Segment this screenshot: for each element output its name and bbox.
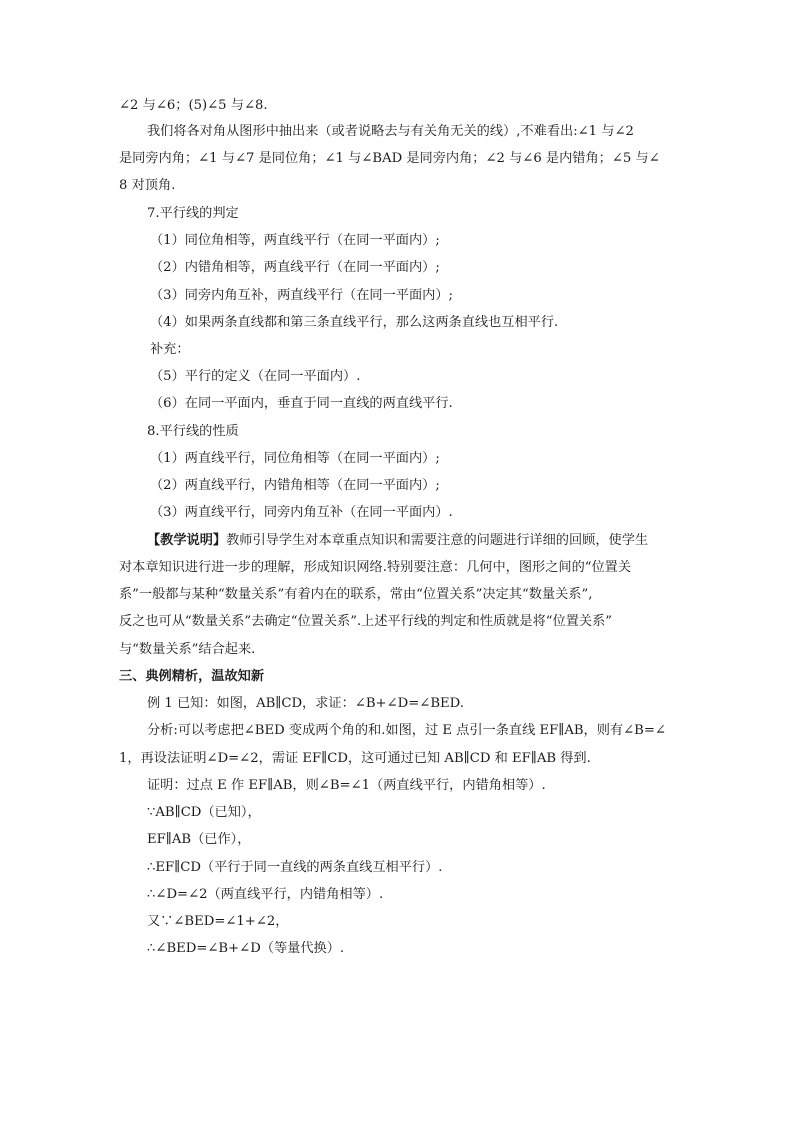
proof-line: 又∵∠BED=∠1+∠2， (147, 914, 289, 929)
section-heading: 7.平行线的判定 (147, 206, 239, 221)
example-statement: 例 1 已知：如图，AB∥CD，求证：∠B+∠D=∠BED. (147, 696, 464, 711)
text-line: 1，再设法证明∠D=∠2，需证 EF∥CD，这可通过已知 AB∥CD 和 EF∥AB 得到. (119, 751, 591, 766)
text-line: 是同旁内角；∠1 与∠7 是同位角；∠1 与∠BAD 是同旁内角；∠2 与∠6 是内错角；∠5 与∠ (119, 151, 660, 166)
text-line: 反之也可从“数量关系”去确定“位置关系”.上述平行线的判定和性质就是将“位置关系” (119, 614, 613, 629)
list-item: （1）两直线平行，同位角相等（在同一平面内）; (150, 451, 440, 466)
proof-line: ∴∠BED=∠B+∠D（等量代换）. (147, 941, 345, 956)
text-line: 分析:可以考虑把∠BED 变成两个角的和.如图，过 E 点引一条直线 EF∥AB，则有∠B=∠ (147, 723, 666, 738)
list-item: （3）两直线平行，同旁内角互补（在同一平面内）. (150, 505, 453, 520)
section-heading: 三、典例精析，温故知新 (119, 669, 265, 684)
list-item: （6）在同一平面内，垂直于同一直线的两直线平行. (150, 396, 453, 411)
text-line: 与“数量关系”结合起来. (119, 642, 256, 657)
proof-line: ∴EF∥CD（平行于同一直线的两条直线互相平行）. (147, 860, 443, 875)
list-item: （3）同旁内角互补，两直线平行（在同一平面内）; (150, 288, 453, 303)
proof-line: 证明：过点 E 作 EF∥AB，则∠B=∠1（两直线平行，内错角相等）. (147, 778, 546, 793)
proof-line: ∵AB∥CD（已知）， (147, 805, 261, 820)
list-item: （4）如果两条直线都和第三条直线平行，那么这两条直线也互相平行. (150, 315, 559, 330)
text-line: ∠2 与∠6；(5)∠5 与∠8. (119, 98, 268, 113)
list-item: （1）同位角相等，两直线平行（在同一平面内）; (150, 233, 440, 248)
text-line: 对本章知识进行进一步的理解，形成知识网络.特别要注意：几何中，图形之间的“位置关 (119, 560, 632, 575)
proof-line: ∴∠D=∠2（两直线平行，内错角相等）. (147, 887, 384, 902)
teaching-note-text: 教师引导学生对本章重点知识和需要注意的问题进行详细的回顾，使学生 (226, 533, 649, 548)
section-heading: 8.平行线的性质 (147, 424, 239, 439)
text-line: 补充： (150, 342, 190, 357)
teaching-note (147, 531, 648, 551)
teaching-note-label: 【教学说明】 (147, 533, 227, 548)
text-line: 系”一般都与某种“数量关系”有着内在的联系，常由“位置关系”决定其“数量关系”, (119, 587, 593, 602)
text-line: 8 对顶角. (119, 178, 176, 193)
list-item: （2）内错角相等，两直线平行（在同一平面内）; (150, 260, 440, 275)
list-item: （5）平行的定义（在同一平面内）. (150, 369, 361, 384)
proof-line: EF∥AB（已作）， (147, 832, 251, 847)
list-item: （2）两直线平行，内错角相等（在同一平面内）; (150, 478, 440, 493)
text-line: 我们将各对角从图形中抽出来（或者说略去与有关角无关的线）,不难看出:∠1 与∠2 (147, 124, 634, 139)
